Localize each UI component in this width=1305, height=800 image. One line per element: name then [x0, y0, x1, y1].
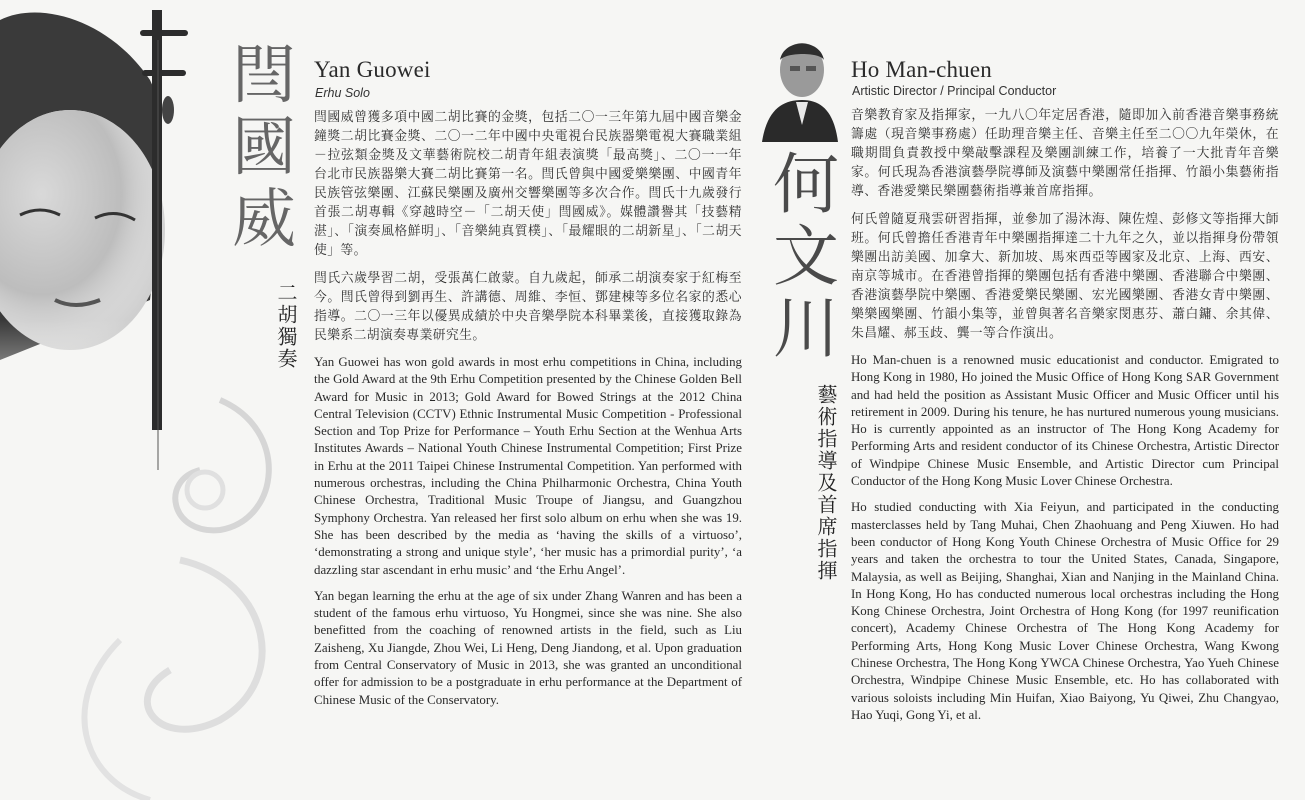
right-name-char-2: 文	[773, 218, 839, 295]
left-en-paragraph-2: Yan began learning the erhu at the age of six under Zhang Wanren and has been a student of the famous erhu virtuoso, Yu Hongmei, since she was nine. She also benefitted from the coaching of renowned artists in the field, such as Liu Zaisheng, Xu Jiangde, Zhou Wei, Li Heng, Deng Jiandong, et al. Upon graduation from Central Conservatory of Music in 2013, she was granted an unconditional offer for admission to be a postgraduate in erhu performance at the Department of Chinese Music of the Conservatory.	[314, 588, 742, 707]
right-english-role: Artistic Director / Principal Conductor	[852, 84, 1057, 98]
left-biography-english	[314, 354, 742, 709]
left-biography-chinese	[314, 108, 742, 345]
ho-man-chuen-portrait	[762, 30, 838, 142]
right-name-char-3: 川	[773, 290, 839, 367]
left-english-name: Yan Guowei	[314, 57, 431, 82]
right-biography-chinese	[851, 106, 1279, 343]
left-zh-paragraph-2: 閆氏六歲學習二胡，受張萬仁啟蒙。自九歲起，師承二胡演奏家于紅梅至今。閆氏曾得到劉再生、許講德、周維、李恒、鄧建棟等多位名家的悉心指導。二〇一三年以優異成績於中央音樂學院本科畢業後，直接獲取錄為民樂系二胡演奏專業研究生。	[314, 271, 742, 343]
right-zh-paragraph-1: 音樂教育家及指揮家，一九八〇年定居香港，隨即加入前香港音樂事務統籌處（現音樂事務處）任助理音樂主任、音樂主任至二〇〇九年榮休，在職期間負責教授中樂敲擊課程及樂團訓練工作，培養了一大批青年音樂家。何氏現為香港演藝學院導師及演藝中樂團常任指揮、竹韻小集藝術指導、香港愛樂民樂團藝術指導兼首席指揮。	[851, 108, 1279, 199]
left-zh-paragraph-1: 閆國威曾獲多項中國二胡比賽的金獎，包括二〇一三年第九屆中國音樂金鐘獎二胡比賽金獎、二〇一二年中國中央電視台民族器樂電視大賽職業組－拉弦類金獎及文華藝術院校二胡青年組表演獎「最高獎」、二〇一一年台北市民族器樂大賽二胡比賽第一名。閆氏曾與中國愛樂樂團、中國青年民族管弦樂團、江蘇民樂團及廣州交響樂團等多次合作。閆氏十九歲發行首張二胡專輯《穿越時空－「二胡天使」閆國威》。媒體讚譽其「技藝精湛」、「演奏風格鮮明」、「音樂純真質樸」、「最耀眼的二胡新星」、「二胡天使」等。	[314, 110, 742, 258]
right-chinese-subtitle: 藝術指導及首席指揮	[814, 384, 838, 582]
right-biography-english	[851, 352, 1279, 724]
left-chinese-name	[228, 39, 300, 257]
left-en-paragraph-1: Yan Guowei has won gold awards in most erhu competitions in China, including the Gold Award at the 9th Erhu Competition presented by the Chinese Golden Bell Award for Music in 2013; Gold Award for Bowed Strings at the 2012 China Central Television (CCTV) Ethnic Instrumental Music Competition - Professional Section and Top Prize for Performance – Youth Erhu Section at the Wenhua Arts Institutes Awards – National Youth Chinese Instrumental Competition; First Prize in Erhu at the 2011 Taipei Chinese Instrumental Competition. Yan performed with numerous orchestras, including the China Philharmonic Orchestra, China Youth Chinese Orchestra, Traditional Music Troupe of Jiangsu, and Guangzhou Symphony Orchestra. Yan released her first solo album on erhu when she was 19. She has been described by the media as ‘having the skills of a virtuoso’, ‘demonstrating a strong and unique style’, ‘her music has a primordial purity’, ‘a dazzling star ascendant in erhu music’ and ‘the Erhu Angel’.	[314, 355, 742, 577]
right-en-paragraph-1: Ho Man-chuen is a renowned music educationist and conductor. Emigrated to Hong Kong in 1980, Ho joined the Music Office of Hong Kong SAR Government and had held the position as Assistant Music Officer and Music Officer until his retirement in 2009. During his tenure, he has nurtured numerous young musicians. Ho is currently appointed as an instructor of The Hong Kong Academy for Performing Arts and resident conductor of its Chinese Orchestra, Artistic Director of Windpipe Chinese Music Ensemble, and Artistic Director cum Principal Conductor of the Hong Kong Music Lover Chinese Orchestra.	[851, 353, 1279, 489]
right-biography	[851, 106, 1279, 733]
right-en-paragraph-2: Ho studied conducting with Xia Feiyun, and participated in the conducting masterclasses held by Tang Muhai, Chen Zhaohuang and Peng Xiuwen. Ho had been conductor of Hong Kong Youth Chinese Orchestra of Music Office for 29 years and taken the orchestra to tour the United States, Canada, Singapore, Malaysia, as well as Beijing, Shanghai, Xian and Nanjing in the Mainland China. In Hong Kong, Ho has conducted numerous local orchestras including the Hong Kong Chinese Orchestra, Joint Orchestra of Hong Kong (for 1997 reunification concert), Academy Chinese Orchestra of The Hong Kong Academy for Performing Arts, Hong Kong Music Lover Chinese Orchestra, Wang Kwong Chinese Orchestra, The Hong Kong YWCA Chinese Orchestra, Yao Yueh Chinese Orchestra, Windpipe Chinese Music Ensemble, etc. Ho has collaborated with various soloists including Min Huifan, Xiao Baiyong, Yu Qiwei, Zhu Changyao, Hao Yuqi, Gong Yi, et al.	[851, 500, 1279, 722]
left-name-char-2: 國	[232, 111, 296, 185]
right-name-char-1: 何	[773, 146, 839, 223]
left-name-char-1: 閆	[232, 39, 296, 113]
left-english-role: Erhu Solo	[315, 86, 370, 100]
right-english-name: Ho Man-chuen	[851, 57, 992, 82]
left-chinese-subtitle: 二胡獨奏	[274, 282, 298, 370]
right-chinese-name	[768, 146, 844, 367]
left-biography	[314, 108, 742, 718]
left-name-char-3: 威	[232, 183, 296, 257]
right-zh-paragraph-2: 何氏曾隨夏飛雲研習指揮，並參加了湯沐海、陳佐煌、彭修文等指揮大師班。何氏曾擔任香港青年中樂團指揮達二十九年之久，並以指揮身份帶領樂團出訪美國、加拿大、新加坡、馬來西亞等國家及北京、上海、西安、南京等城市。在香港曾指揮的樂團包括有香港中樂團、香港聯合中樂團、香港演藝學院中樂團、香港愛樂民樂團、宏光國樂團、香港女青中樂團、樂樂國樂團、竹韻小集等，並曾與著名音樂家閔惠芬、蕭白鏞、余其偉、朱昌耀、郝玉歧、龔一等合作演出。	[851, 212, 1279, 341]
